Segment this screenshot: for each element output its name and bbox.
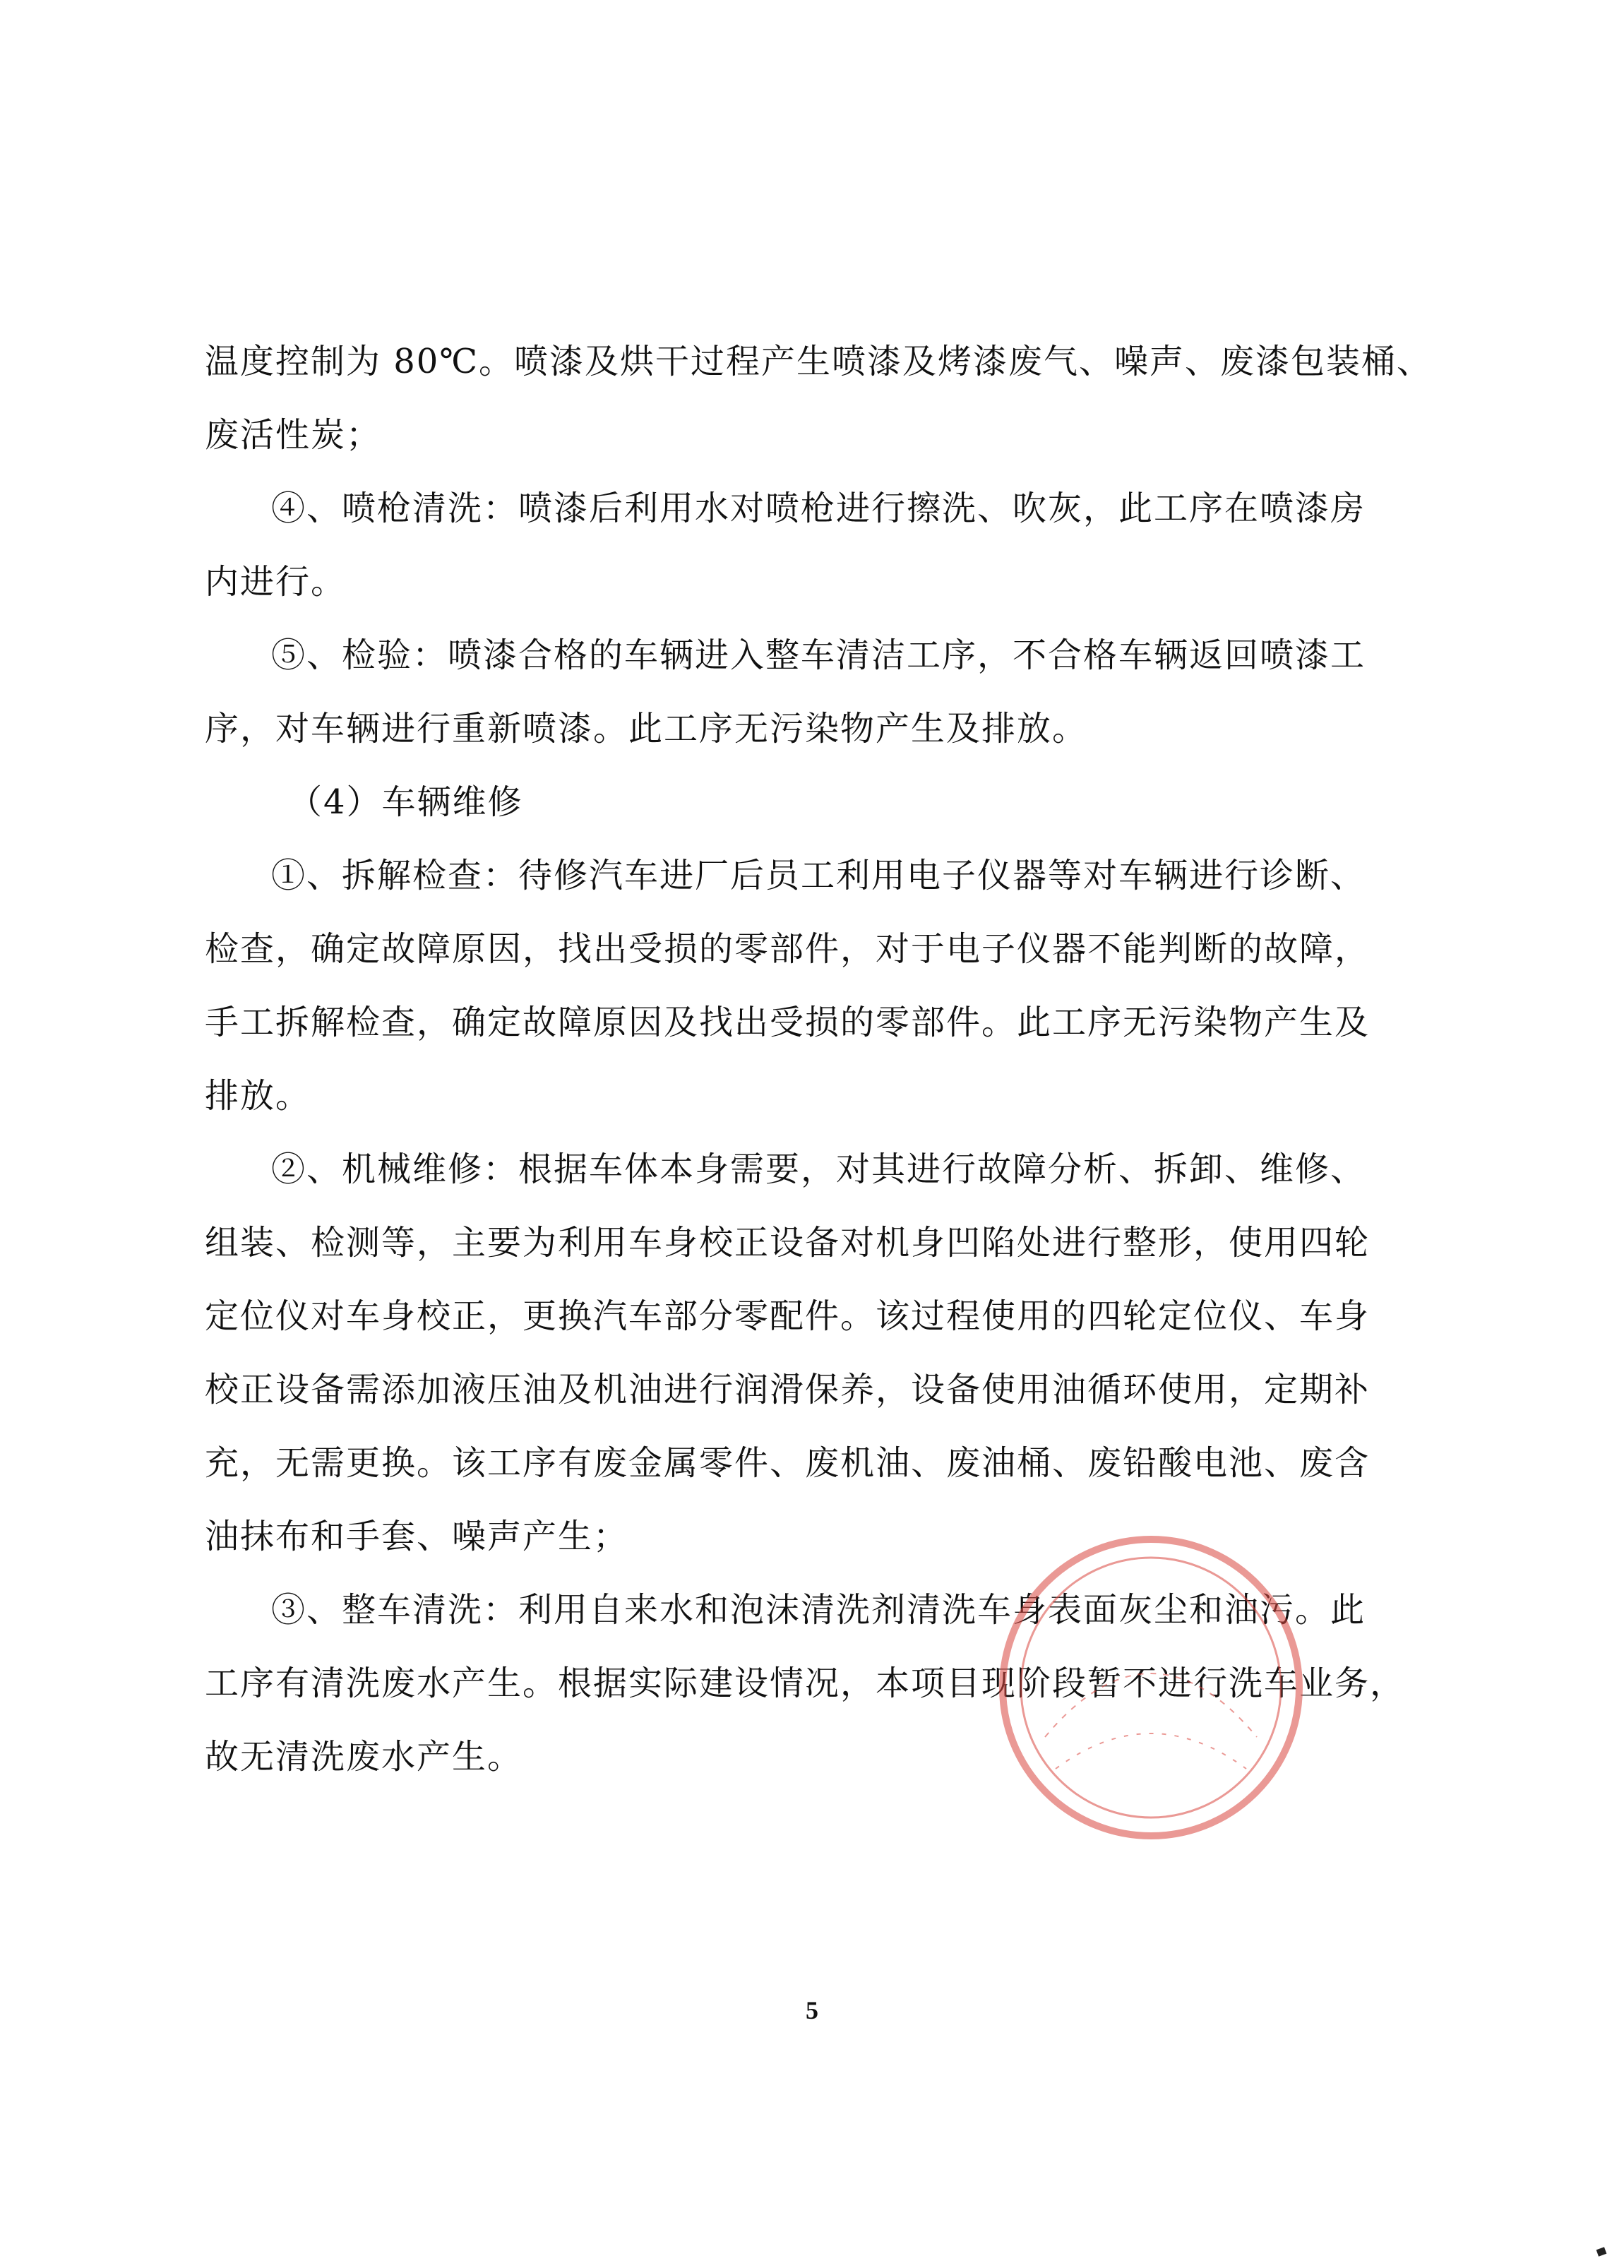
text-line-11: 排放。	[205, 1076, 311, 1116]
text-line-9: 检查，确定故障原因，找出受损的零部件，对于电子仪器不能判断的故障，	[205, 929, 1371, 969]
text-line-12: ②、机械维修：根据车体本身需要，对其进行故障分析、拆卸、维修、	[271, 1150, 1366, 1189]
text-line-3: ④、喷枪清洗：喷漆后利用水对喷枪进行擦洗、吹灰，此工序在喷漆房	[271, 489, 1366, 528]
text-line-5: ⑤、检验：喷漆合格的车辆进入整车清洁工序，不合格车辆返回喷漆工	[271, 635, 1366, 675]
text-line-14: 定位仪对车身校正，更换汽车部分零配件。该过程使用的四轮定位仪、车身	[205, 1296, 1371, 1336]
section-heading: （4）车辆维修	[288, 782, 523, 822]
text-line-1: 温度控制为 80℃。喷漆及烘干过程产生喷漆及烤漆废气、噪声、废漆包装桶、	[205, 342, 1433, 381]
text-line-13: 组装、检测等，主要为利用车身校正设备对机身凹陷处进行整形，使用四轮	[205, 1223, 1371, 1263]
scan-mark	[1596, 2247, 1607, 2257]
page-number: 5	[806, 1996, 818, 2024]
text-line-8: ①、拆解检查：待修汽车进厂后员工利用电子仪器等对车辆进行诊断、	[271, 856, 1366, 895]
text-line-2: 废活性炭；	[205, 415, 382, 455]
text-line-17: 油抹布和手套、噪声产生；	[205, 1517, 629, 1556]
text-line-6: 序，对车辆进行重新喷漆。此工序无污染物产生及排放。	[205, 709, 1088, 748]
text-line-4: 内进行。	[205, 562, 347, 602]
text-line-20: 故无清洗废水产生。	[205, 1737, 523, 1777]
text-line-10: 手工拆解检查，确定故障原因及找出受损的零部件。此工序无污染物产生及	[205, 1003, 1371, 1042]
text-line-19: 工序有清洗废水产生。根据实际建设情况，本项目现阶段暂不进行洗车业务，	[205, 1664, 1406, 1703]
text-line-15: 校正设备需添加液压油及机油进行润滑保养，设备使用油循环使用，定期补	[205, 1370, 1371, 1409]
text-line-16: 充，无需更换。该工序有废金属零件、废机油、废油桶、废铅酸电池、废含	[205, 1443, 1371, 1483]
text-line-18: ③、整车清洗：利用自来水和泡沫清洗剂清洗车身表面灰尘和油污。此	[271, 1590, 1366, 1630]
document-body	[205, 325, 1447, 1793]
